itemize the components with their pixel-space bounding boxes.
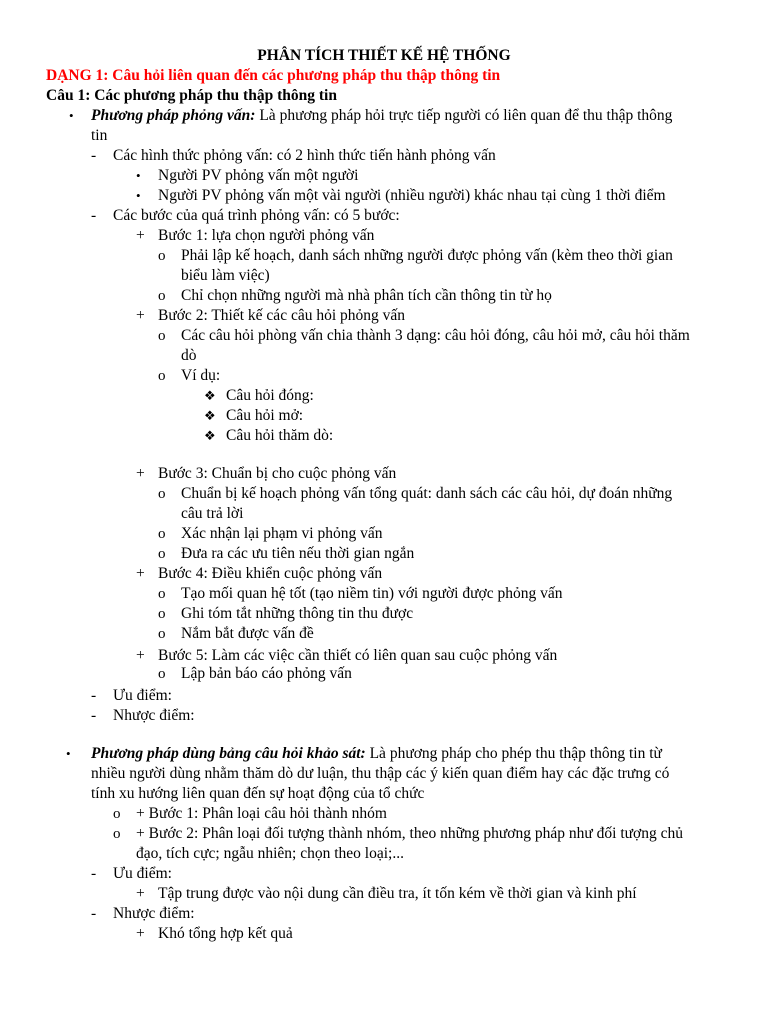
circle-bullet-icon: o [158,288,166,304]
example-text: Câu hỏi mở: [226,407,304,424]
circle-bullet-icon: o [158,368,166,384]
dash-icon: - [91,905,97,922]
dash-icon: - [91,865,97,882]
circle-bullet-icon: o [113,826,121,842]
step-sub-text: Đưa ra các ưu tiên nếu thời gian ngắn [181,545,415,562]
circle-bullet-icon: o [158,546,166,562]
dash-icon: - [91,687,97,704]
interview-desc: Là phương pháp hỏi trực tiếp người có liên quan để thu thập thông [255,107,673,124]
bullet-icon: • [69,108,74,123]
dash-icon: - [91,147,97,164]
step-text: Bước 3: Chuẩn bị cho cuộc phỏng vấn [158,465,397,482]
circle-bullet-icon: o [158,626,166,642]
circle-bullet-icon: o [158,486,166,502]
circle-bullet-icon: o [158,666,166,682]
diamond-bullet-icon: ❖ [204,388,216,403]
survey-step-text: đạo, tích cực; ngẫu nhiên; chọn theo loại;... [136,845,404,862]
dash-icon: - [91,707,97,724]
interview-desc-cont-text: tin [91,127,108,144]
survey-cons-sub-text: Khó tổng hợp kết quả [158,925,293,942]
step-sub-text: Ví dụ: [181,367,221,384]
section-heading [46,66,500,86]
interview-term: Phương pháp phỏng vấn: [91,107,256,124]
diamond-bullet-icon: ❖ [204,408,216,423]
plus-icon: + [136,307,145,324]
plus-icon: + [136,565,145,582]
step-sub-text: Chuẩn bị kế hoạch phỏng vấn tổng quát: danh sách các câu hỏi, dự đoán những [181,485,673,502]
step-sub-text: Xác nhận lại phạm vi phỏng vấn [181,525,383,542]
survey-cons-text: Nhược điểm: [113,905,195,922]
plus-icon: + [136,465,145,482]
survey-pros-sub-text: Tập trung được vào nội dung cần điều tra, ít tốn kém về thời gian và kinh phí [158,885,637,902]
step-sub-text: Các câu hỏi phòng vấn chia thành 3 dạng: câu hỏi đóng, câu hỏi mở, câu hỏi thăm [181,327,690,344]
survey-desc: Là phương pháp cho phép thu thập thông tin từ [365,745,662,762]
forms-sub-text: Người PV phỏng vấn một người [158,167,359,184]
plus-icon: + [136,227,145,244]
question-heading [46,86,337,106]
circle-bullet-icon: o [113,806,121,822]
document-title: PHÂN TÍCH THIẾT KẾ HỆ THỐNG [257,47,511,64]
question-heading-text: Câu 1: Các phương pháp thu thập thông tin [46,87,337,104]
step-sub-text: Nắm bắt được vấn đề [181,625,314,642]
step-text: Bước 2: Thiết kế các câu hỏi phỏng vấn [158,307,406,324]
survey-term: Phương pháp dùng bảng câu hỏi khảo sát: [91,745,366,762]
steps-intro-text: Các bước của quá trình phỏng vấn: có 5 bước: [113,207,400,224]
survey-desc-cont-text: tính xu hướng liên quan đến sự hoạt động của tổ chức [91,785,425,802]
diamond-bullet-icon: ❖ [204,428,216,443]
step-text: Bước 5: Làm các việc cần thiết có liên quan sau cuộc phỏng vấn [158,647,558,664]
plus-icon: + [136,925,145,942]
survey-desc-cont-text: nhiều người dùng nhằm thăm dò dư luận, thu thập các ý kiến quan điểm hay các đặc trưng có [91,765,670,782]
pros-text: Ưu điểm: [113,687,172,704]
bullet-icon: • [136,188,141,203]
plus-icon: + [136,647,145,664]
bullet-icon: • [136,168,141,183]
circle-bullet-icon: o [158,328,166,344]
bullet-icon: • [66,746,71,761]
step-sub-text: Ghi tóm tắt những thông tin thu được [181,605,414,622]
step-sub-text: Tạo mối quan hệ tốt (tạo niềm tin) với người được phỏng vấn [181,585,563,602]
step-sub-text: dò [181,347,197,364]
survey-pros-text: Ưu điểm: [113,865,172,882]
example-text: Câu hỏi thăm dò: [226,427,334,444]
cons-text: Nhược điểm: [113,707,195,724]
forms-text: Các hình thức phỏng vấn: có 2 hình thức tiến hành phỏng vấn [113,147,496,164]
step-sub-text: Chỉ chọn những người mà nhà phân tích cần thông tin từ họ [181,287,552,304]
survey-text [91,744,662,764]
step-sub-text: Phải lập kế hoạch, danh sách những người được phỏng vấn (kèm theo thời gian [181,247,673,264]
interview-text [91,106,672,126]
survey-step-text: + Bước 2: Phân loại đối tượng thành nhóm, theo những phương pháp như đối tượng chủ [136,825,683,842]
step-text: Bước 1: lựa chọn người phỏng vấn [158,227,375,244]
step-sub-text: Lập bản báo cáo phỏng vấn [181,665,352,682]
example-text: Câu hỏi đóng: [226,387,314,404]
circle-bullet-icon: o [158,526,166,542]
circle-bullet-icon: o [158,606,166,622]
step-sub-text: câu trả lời [181,505,244,522]
section-heading-text: DẠNG 1: Câu hỏi liên quan đến các phương pháp thu thập thông tin [46,67,501,84]
forms-sub-text: Người PV phỏng vấn một vài người (nhiều người) khác nhau tại cùng 1 thời điểm [158,187,666,204]
survey-step-text: + Bước 1: Phân loại câu hỏi thành nhóm [136,805,387,822]
dash-icon: - [91,207,97,224]
step-text: Bước 4: Điều khiển cuộc phỏng vấn [158,565,383,582]
circle-bullet-icon: o [158,586,166,602]
step-sub-text: biểu làm việc) [181,267,270,284]
circle-bullet-icon: o [158,248,166,264]
plus-icon: + [136,885,145,902]
